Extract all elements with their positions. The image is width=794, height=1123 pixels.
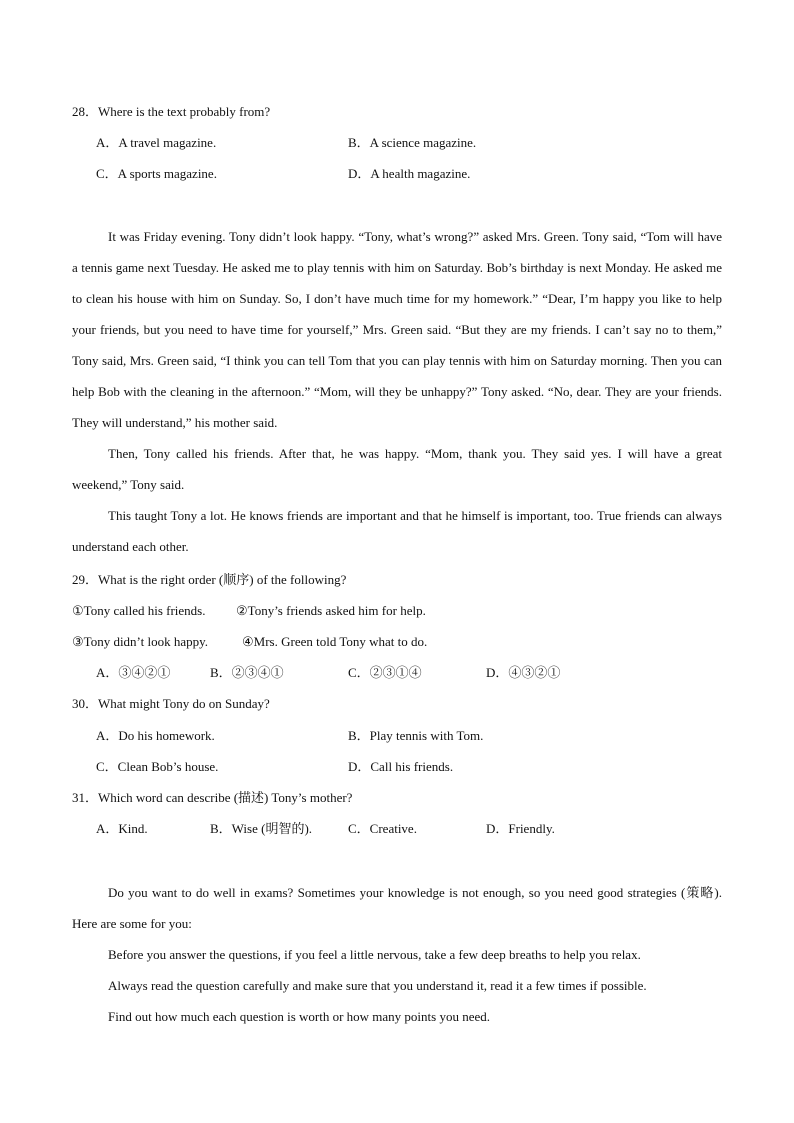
q29-event-4: ④Mrs. Green told Tony what to do. (242, 634, 428, 649)
q30-option-b: B．Play tennis with Tom. (348, 728, 484, 743)
q31-option-b: B．Wise (明智的). (210, 821, 313, 836)
passage-2-paragraph-3: This taught Tony a lot. He knows friends are important and that he himself is important, too. True friends can always understand each other. (72, 508, 722, 554)
q30-question: 30．What might Tony do on Sunday? (72, 696, 270, 711)
passage-2 (72, 221, 722, 562)
passage-3-tip-1: Before you answer the questions, if you feel a little nervous, take a few deep breaths to help you relax. (108, 947, 641, 962)
q30-option-d: D．Call his friends. (348, 759, 454, 774)
q28-option-a: A．A travel magazine. (96, 135, 217, 150)
q29-question: 29．What is the right order (顺序) of the following? (72, 572, 347, 587)
q31-option-c: C．Creative. (348, 821, 417, 836)
passage-2-paragraph-1: It was Friday evening. Tony didn’t look happy. “Tony, what’s wrong?” asked Mrs. Green. Tony said, “Tom will have a tennis game next Tuesday. He asked me to play tennis with him on Saturday. Bob’s birthday is next Monday. He asked me to clean his house with him on Sunday. So, I don’t have much time for my homework.” “Dear, I’m happy you like to help your friends, but you need to have time for yourself,” Mrs. Green said. “But they are my friends. I can’t say no to them,” Tony said, Mrs. Green said, “I think you can tell Tom that you can play tennis with him on Saturday morning. Then you can help Bob with the cleaning in the afternoon.” “Mom, will they be unhappy?” Tony asked. “No, dear. They are your friends. They will understand,” his mother said. (72, 229, 722, 430)
q29-option-b: B．②③④① (210, 665, 284, 680)
q29-option-d: D．④③②① (486, 665, 561, 680)
q30-option-c: C．Clean Bob’s house. (96, 759, 219, 774)
q28-option-d: D．A health magazine. (348, 166, 471, 181)
q29-event-1: ①Tony called his friends. (72, 603, 206, 618)
q29-event-3: ③Tony didn’t look happy. (72, 634, 209, 649)
passage-3-tip-3: Find out how much each question is worth or how many points you need. (108, 1009, 491, 1024)
q29-option-c: C．②③①④ (348, 665, 422, 680)
q29-option-a: A．③④②① (96, 665, 171, 680)
q29-event-2: ②Tony’s friends asked him for help. (236, 603, 426, 618)
q31-question: 31．Which word can describe (描述) Tony’s mother? (72, 790, 353, 805)
q28-option-b: B．A science magazine. (348, 135, 477, 150)
q28-question: 28．Where is the text probably from? (72, 104, 271, 119)
q28-option-c: C．A sports magazine. (96, 166, 217, 181)
passage-3-tip-2: Always read the question carefully and make sure that you understand it, read it a few times if possible. (108, 978, 647, 993)
passage-3 (72, 877, 722, 1032)
passage-2-paragraph-2: Then, Tony called his friends. After that, he was happy. “Mom, thank you. They said yes. I will have a great weekend,” Tony said. (72, 446, 722, 492)
q31-option-d: D．Friendly. (486, 821, 555, 836)
q30-option-a: A．Do his homework. (96, 728, 215, 743)
q31-option-a: A．Kind. (96, 821, 148, 836)
passage-3-intro: Do you want to do well in exams? Sometimes your knowledge is not enough, so you need good strategies (策略). Here are some for you: (72, 885, 722, 931)
